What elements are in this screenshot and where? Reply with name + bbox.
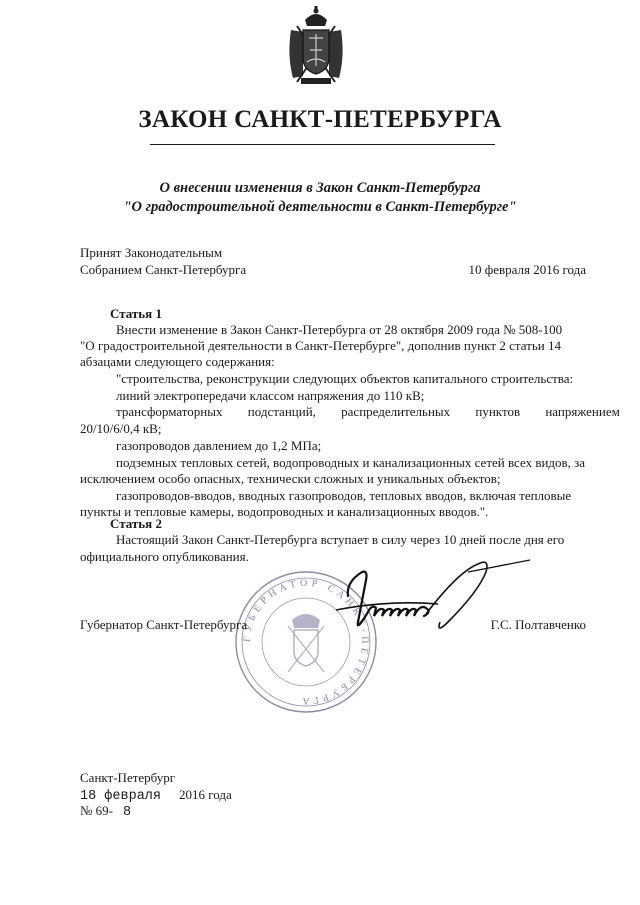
article-2-line: Настоящий Закон Санкт-Петербурга вступает в силу через 10 дней после дня его (116, 532, 565, 547)
article-2-heading: Статья 2 (110, 516, 162, 531)
article-1-line: 20/10/6/0,4 кВ; (80, 421, 162, 436)
article-1-line: подземных тепловых сетей, водопроводных и канализационных сетей всех видов, за (116, 455, 586, 470)
article-2-line: официального опубликования. (80, 549, 249, 564)
adoption-line-2: Собранием Санкт-Петербурга (80, 262, 247, 277)
stamp-text: ГУБЕРНАТОР САНКТ-ПЕТЕРБУРГА (241, 577, 371, 707)
law-subtitle-line-1: О внесении изменения в Закон Санкт-Петербурга (159, 180, 481, 196)
article-1-line: пункты и тепловые камеры, водопроводных и канализационных вводов.". (80, 504, 489, 519)
footer-date-handwritten: 18 февраля (80, 789, 162, 804)
article-1-line: исключением особо опасных, технически сложных и уникальных объектов; (80, 471, 501, 486)
law-title: ЗАКОН САНКТ-ПЕТЕРБУРГА (138, 106, 502, 133)
article-1-text: Внести изменение в Закон Санкт-Петербурга от 28 октября 2009 года № 508-100 (116, 322, 563, 337)
article-1-line: газопроводов-вводов, вводных газопроводов, тепловых вводов, включая тепловые (116, 488, 572, 503)
adoption-date: 10 февраля 2016 года (468, 262, 586, 277)
title-underline (150, 144, 495, 145)
footer-number (80, 802, 131, 820)
article-1-line: абзацами следующего содержания: (80, 354, 275, 369)
article-1-line: трансформаторных подстанций, распределительных пунктов напряжением (116, 404, 620, 419)
footer-number-prefix: № 69- (80, 803, 113, 818)
article-1-line: "О градостроительной деятельности в Санкт-Петербурге", дополнив пункт 2 статьи 14 (80, 338, 561, 353)
governor-name: Г.С. Полтавченко (490, 617, 586, 632)
law-subtitle-line-2: "О градостроительной деятельности в Санкт-Петербурге" (123, 199, 517, 215)
coat-of-arms-emblem (283, 6, 349, 88)
footer-year: 2016 года (179, 787, 232, 802)
article-1-line: "строительства, реконструкции следующих объектов капитального строительства: (116, 371, 574, 386)
article-1-heading: Статья 1 (110, 306, 162, 321)
footer-city: Санкт-Петербург (80, 770, 176, 785)
article-1-line: газопроводов давлением до 1,2 МПа; (116, 438, 322, 453)
footer-number-handwritten: 8 (122, 805, 132, 820)
article-1-line: линий электропередачи классом напряжения до 110 кВ; (116, 388, 425, 403)
governor-title: Губернатор Санкт-Петербурга (80, 617, 248, 632)
article-1-line (116, 322, 586, 337)
adoption-line-1: Принят Законодательным (80, 245, 223, 260)
